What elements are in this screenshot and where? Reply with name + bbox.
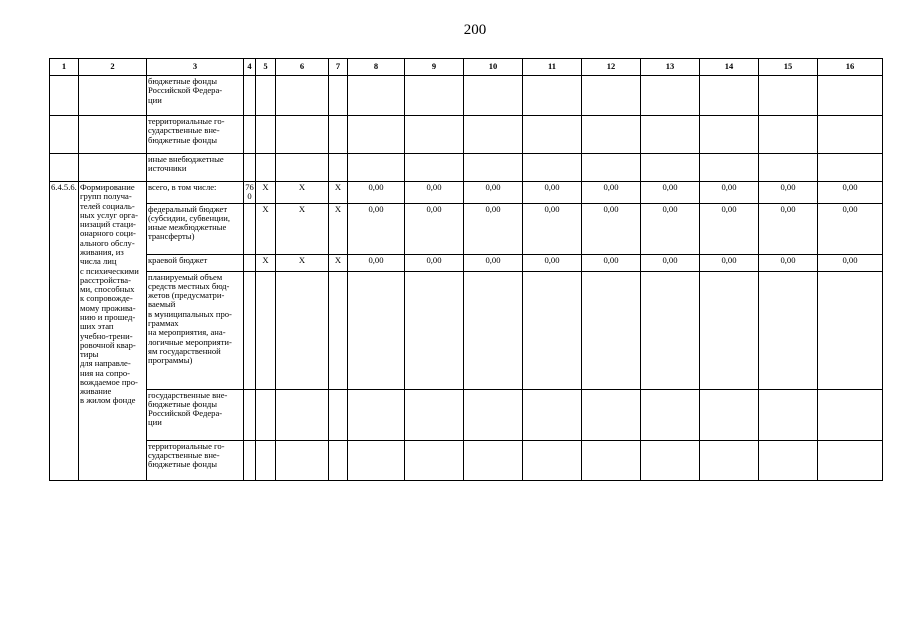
- value-cell: 0,00: [641, 254, 700, 271]
- budget-table: [49, 58, 883, 481]
- value-cell: 0,00: [582, 182, 641, 204]
- header-cell: 5: [256, 59, 276, 76]
- table-row: [50, 182, 883, 204]
- value-cell: 0,00: [523, 182, 582, 204]
- value-cell: 0,00: [523, 203, 582, 254]
- table-row: [50, 203, 883, 254]
- funding-source-label: территориальные го- сударственные вне- бюджетные фонды: [147, 440, 244, 480]
- table-row: [50, 154, 883, 182]
- value-cell: 0,00: [348, 254, 405, 271]
- table-row: [50, 271, 883, 389]
- chapter-code: [244, 254, 256, 271]
- x-mark: X: [256, 203, 276, 254]
- header-cell: 9: [405, 59, 464, 76]
- x-mark: X: [256, 254, 276, 271]
- page-number: 200: [463, 22, 487, 38]
- value-cell: 0,00: [582, 254, 641, 271]
- value-cell: 0,00: [700, 182, 759, 204]
- value-cell: 0,00: [405, 182, 464, 204]
- table-row: [50, 76, 883, 116]
- value-cell: 0,00: [759, 182, 818, 204]
- header-cell: 6: [276, 59, 329, 76]
- funding-source-label: планируемый объем средств местных бюд- жетов (предусматри- ваемый в муниципальных про- граммах на мероприятия, ана- логичные мероприяти- ям государственной программы): [147, 271, 244, 389]
- value-cell: 0,00: [464, 254, 523, 271]
- header-cell: 1: [50, 59, 79, 76]
- value-cell: 0,00: [405, 254, 464, 271]
- value-cell: 0,00: [641, 182, 700, 204]
- funding-source-label: федеральный бюджет (субсидии, субвенции, иные межбюджетные трансферты): [147, 203, 244, 254]
- header-cell: 15: [759, 59, 818, 76]
- value-cell: 0,00: [523, 254, 582, 271]
- table-row: [50, 254, 883, 271]
- value-cell: 0,00: [818, 182, 883, 204]
- x-mark: X: [256, 182, 276, 204]
- item-name: Формирование групп получа- телей социаль- ных услуг орга- низаций стаци- онарного соци- ального обслу- живания, из числа лиц с психическими расстройства- ми, способных к сопровожде- мому прожива- нию и прошед- ших этап учебно-трени- ровочной квар- тиры для направле- ния на сопро- вождаемое про- живание в жилом фонде: [79, 182, 147, 481]
- x-mark: X: [276, 182, 329, 204]
- value-cell: 0,00: [582, 203, 641, 254]
- chapter-code: 760: [245, 182, 254, 202]
- value-cell: 0,00: [464, 203, 523, 254]
- value-cell: 0,00: [700, 254, 759, 271]
- x-mark: X: [329, 182, 348, 204]
- x-mark: X: [329, 254, 348, 271]
- header-cell: 8: [348, 59, 405, 76]
- value-cell: 0,00: [759, 254, 818, 271]
- funding-source-label: иные внебюджетные источники: [147, 154, 244, 182]
- header-cell: 14: [700, 59, 759, 76]
- value-cell: 0,00: [348, 182, 405, 204]
- funding-source-label: государственные вне- бюджетные фонды Российской Федера- ции: [147, 389, 244, 440]
- funding-source-label: бюджетные фонды Российской Федера- ции: [147, 76, 244, 116]
- value-cell: 0,00: [641, 203, 700, 254]
- header-cell: 11: [523, 59, 582, 76]
- header-cell: 10: [464, 59, 523, 76]
- value-cell: 0,00: [759, 203, 818, 254]
- header-cell: 3: [147, 59, 244, 76]
- value-cell: 0,00: [405, 203, 464, 254]
- table-header: [50, 59, 883, 76]
- table-row: [50, 389, 883, 440]
- header-cell: 4: [244, 59, 256, 76]
- chapter-code: [244, 203, 256, 254]
- header-cell: 16: [818, 59, 883, 76]
- header-cell: 7: [329, 59, 348, 76]
- x-mark: X: [276, 203, 329, 254]
- header-cell: 13: [641, 59, 700, 76]
- funding-source-label: территориальные го- сударственные вне- бюджетные фонды: [147, 116, 244, 154]
- value-cell: 0,00: [700, 203, 759, 254]
- table-row: [50, 116, 883, 154]
- header-cell: 12: [582, 59, 641, 76]
- value-cell: 0,00: [818, 203, 883, 254]
- x-mark: X: [329, 203, 348, 254]
- value-cell: 0,00: [464, 182, 523, 204]
- item-code: 6.4.5.6.: [50, 182, 79, 481]
- value-cell: 0,00: [348, 203, 405, 254]
- header-cell: 2: [79, 59, 147, 76]
- x-mark: X: [276, 254, 329, 271]
- funding-source-label: всего, в том числе:: [147, 182, 244, 204]
- funding-source-label: краевой бюджет: [147, 254, 244, 271]
- table-row: [50, 440, 883, 480]
- value-cell: 0,00: [818, 254, 883, 271]
